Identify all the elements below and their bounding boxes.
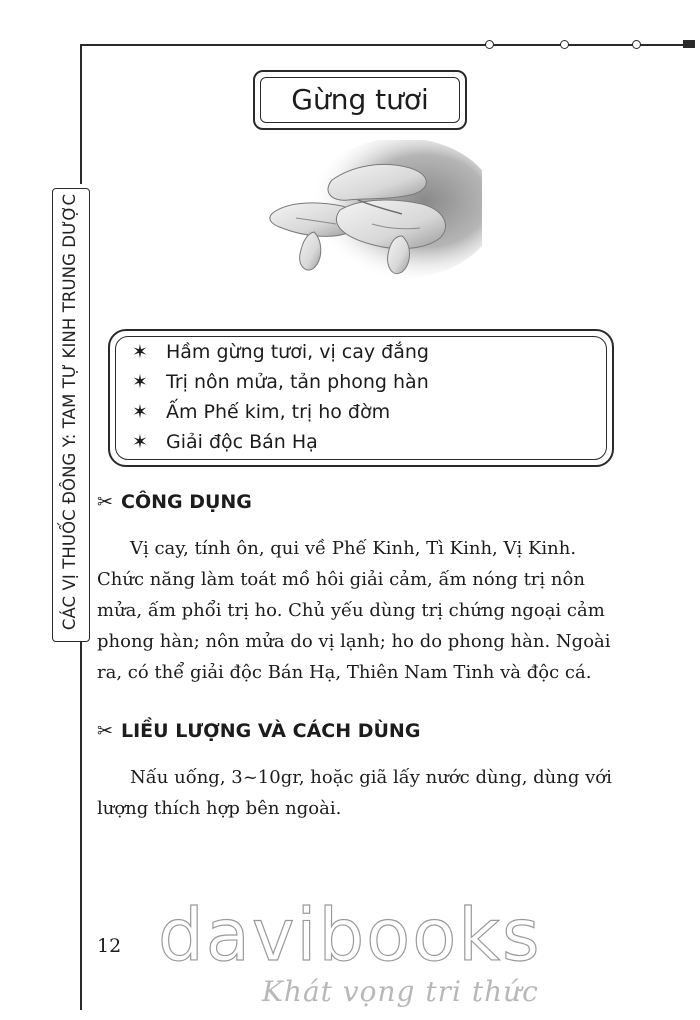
scissors-icon: ✂	[97, 491, 113, 513]
dosage-paragraph	[97, 762, 617, 824]
section-heading-uses	[97, 487, 252, 517]
star-bullet-icon: ✶	[132, 341, 148, 363]
paragraph-line: Nấu uống, 3~10gr, hoặc giã lấy nước dùng, dùng với	[130, 767, 612, 788]
verse-line	[132, 397, 390, 427]
section-heading-dosage	[97, 716, 420, 746]
paragraph-line: phong hàn; nôn mửa do vị lạnh; ho do phong hàn. Ngoài	[97, 631, 611, 652]
spine-title: CÁC VỊ THUỐC ĐÔNG Y: TAM TỰ KINH TRUNG DƯỢC	[60, 193, 79, 631]
frame-ring-ornament	[560, 40, 569, 49]
page-frame-left-line	[80, 44, 82, 184]
section-heading-text: LIỀU LƯỢNG VÀ CÁCH DÙNG	[121, 720, 421, 742]
verse-line	[132, 367, 429, 397]
section-heading-text: CÔNG DỤNG	[121, 491, 252, 513]
scissors-icon: ✂	[97, 720, 113, 742]
paragraph-line: Chức năng làm toát mồ hôi giải cảm, ấm nóng trị nôn	[97, 569, 585, 590]
verse-line	[132, 337, 429, 367]
ginger-root-illustration	[262, 140, 482, 300]
uses-paragraph	[97, 533, 617, 688]
verse-text: Ấm Phế kim, trị ho đờm	[166, 401, 391, 423]
paragraph-line: mửa, ấm phổi trị ho. Chủ yếu dùng trị chứng ngoại cảm	[97, 600, 605, 621]
paragraph-line: lượng thích hợp bên ngoài.	[97, 798, 342, 819]
watermark-slogan: Khát vọng tri thức	[262, 975, 539, 1008]
herb-title: Gừng tươi	[291, 83, 429, 116]
frame-ring-ornament	[485, 40, 494, 49]
verse-text: Trị nôn mửa, tản phong hàn	[166, 371, 429, 393]
page-frame-end-cap	[683, 40, 695, 48]
star-bullet-icon: ✶	[132, 431, 148, 453]
verse-line	[132, 427, 318, 457]
paragraph-line: Vị cay, tính ôn, qui về Phế Kinh, Tì Kinh, Vị Kinh.	[130, 538, 577, 559]
star-bullet-icon: ✶	[132, 371, 148, 393]
page-frame-top-line	[80, 44, 695, 46]
watermark-brand: davibooks	[158, 893, 542, 977]
paragraph-line: ra, có thể giải độc Bán Hạ, Thiên Nam Tinh và độc cá.	[97, 662, 592, 683]
verse-text: Giải độc Bán Hạ	[166, 431, 318, 453]
page-number: 12	[97, 935, 122, 957]
star-bullet-icon: ✶	[132, 401, 148, 423]
frame-ring-ornament	[632, 40, 641, 49]
verse-text: Hầm gừng tươi, vị cay đắng	[166, 341, 429, 363]
page-frame-left-line	[80, 640, 82, 1010]
